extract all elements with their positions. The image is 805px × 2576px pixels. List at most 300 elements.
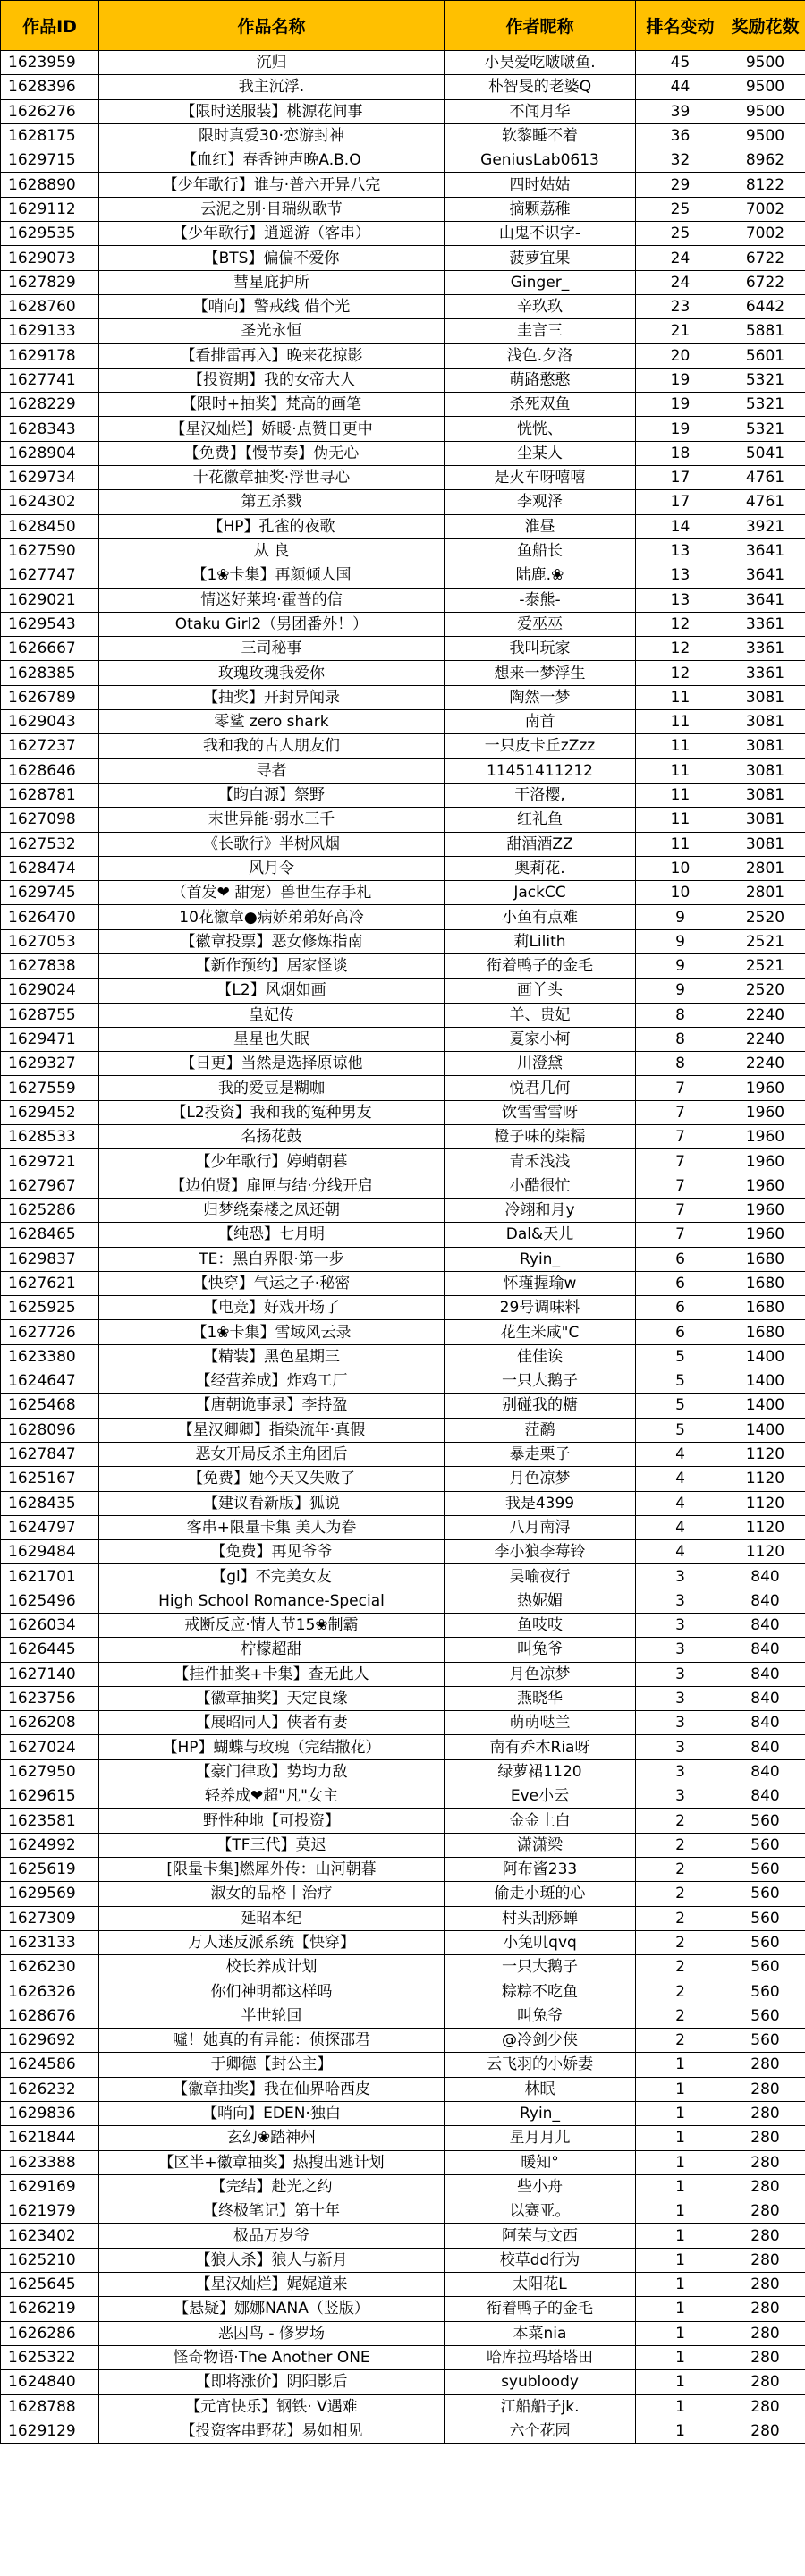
- work-id-cell: 1628385: [1, 661, 99, 685]
- work-id-cell: 1624586: [1, 2053, 99, 2077]
- reward-cell: 7002: [725, 197, 805, 221]
- table-row: [1, 808, 805, 832]
- author-cell: 一只皮卡丘zZzz: [445, 734, 636, 758]
- work-name-cell: 延昭本纪: [99, 1906, 445, 1930]
- work-name-cell: 校长养成计划: [99, 1955, 445, 1979]
- author-cell: 橙子味的柒糯: [445, 1125, 636, 1149]
- table-row: [1, 1174, 805, 1198]
- work-id-cell: 1629535: [1, 222, 99, 246]
- rank-change-cell: 7: [636, 1198, 725, 1222]
- author-cell: 林眠: [445, 2077, 636, 2101]
- work-name-cell: 【完结】赴光之约: [99, 2174, 445, 2199]
- reward-cell: 2240: [725, 1052, 805, 1076]
- rank-change-cell: 7: [636, 1125, 725, 1149]
- reward-cell: 3361: [725, 661, 805, 685]
- header-row: [1, 1, 805, 51]
- work-id-cell: 1625645: [1, 2273, 99, 2297]
- table-row: [1, 734, 805, 758]
- work-id-cell: 1628676: [1, 2004, 99, 2028]
- table-row: [1, 417, 805, 441]
- work-name-cell: 【少年歌行】婷蛸朝暮: [99, 1149, 445, 1174]
- reward-cell: 1120: [725, 1442, 805, 1466]
- author-cell: 偷走小斑的心: [445, 1882, 636, 1906]
- work-name-cell: 末世异能·弱水三千: [99, 808, 445, 832]
- table-row: [1, 1491, 805, 1515]
- work-id-cell: 1625286: [1, 1198, 99, 1222]
- work-name-cell: 沉归: [99, 51, 445, 75]
- work-name-cell: 于卿德【封公主】: [99, 2053, 445, 2077]
- reward-cell: 280: [725, 2126, 805, 2150]
- author-cell: 八月南浔: [445, 1515, 636, 1539]
- author-cell: 南首: [445, 710, 636, 734]
- reward-cell: 560: [725, 1955, 805, 1979]
- rank-change-cell: 2: [636, 1955, 725, 1979]
- reward-cell: 1960: [725, 1223, 805, 1247]
- reward-cell: 280: [725, 2394, 805, 2419]
- work-name-cell: 【哨向】EDEN·独白: [99, 2101, 445, 2125]
- rank-change-cell: 11: [636, 710, 725, 734]
- table-row: [1, 564, 805, 588]
- work-id-cell: 1625322: [1, 2345, 99, 2369]
- table-row: [1, 832, 805, 856]
- work-id-cell: 1627741: [1, 368, 99, 392]
- work-name-cell: 【精装】黑色星期三: [99, 1344, 445, 1368]
- rank-change-cell: 2: [636, 2029, 725, 2053]
- work-id-cell: 1629569: [1, 1882, 99, 1906]
- reward-cell: 4761: [725, 466, 805, 490]
- table-row: [1, 1662, 805, 1686]
- rank-change-cell: 11: [636, 734, 725, 758]
- table-row: [1, 685, 805, 709]
- work-id-cell: 1625619: [1, 1857, 99, 1881]
- reward-cell: 1680: [725, 1271, 805, 1295]
- table-row: [1, 1247, 805, 1271]
- author-cell: 画丫头: [445, 979, 636, 1003]
- table-row: [1, 2150, 805, 2174]
- work-name-cell: 【悬疑】娜娜NANA（竖版）: [99, 2297, 445, 2321]
- rank-change-cell: 2: [636, 1930, 725, 1954]
- table-row: [1, 1857, 805, 1881]
- table-row: [1, 1564, 805, 1589]
- rank-change-cell: 13: [636, 564, 725, 588]
- work-id-cell: 1629021: [1, 588, 99, 612]
- reward-cell: 6722: [725, 246, 805, 270]
- table-row: [1, 197, 805, 221]
- rank-change-cell: 39: [636, 99, 725, 123]
- table-row: [1, 222, 805, 246]
- author-cell: 饮雪雪雪呀: [445, 1100, 636, 1124]
- table-row: [1, 1296, 805, 1320]
- work-id-cell: 1629452: [1, 1100, 99, 1124]
- work-id-cell: 1629073: [1, 246, 99, 270]
- table-row: [1, 368, 805, 392]
- reward-cell: 3081: [725, 808, 805, 832]
- reward-cell: 5321: [725, 417, 805, 441]
- work-id-cell: 1627838: [1, 953, 99, 978]
- work-id-cell: 1623581: [1, 1809, 99, 1833]
- work-id-cell: 1629133: [1, 319, 99, 343]
- rank-change-cell: 12: [636, 612, 725, 636]
- reward-cell: 2801: [725, 881, 805, 905]
- reward-cell: 8962: [725, 148, 805, 173]
- rank-change-cell: 13: [636, 538, 725, 563]
- table-row: [1, 2273, 805, 2297]
- work-id-cell: 1627747: [1, 564, 99, 588]
- rank-change-cell: 19: [636, 368, 725, 392]
- reward-cell: 3081: [725, 710, 805, 734]
- table-row: [1, 1149, 805, 1174]
- work-name-cell: 半世轮回: [99, 2004, 445, 2028]
- rank-change-cell: 3: [636, 1759, 725, 1784]
- author-cell: 我叫玩家: [445, 637, 636, 661]
- header-rank-change: 排名变动: [636, 1, 725, 51]
- reward-cell: 560: [725, 1906, 805, 1930]
- table-row: [1, 710, 805, 734]
- author-cell: 想来一梦浮生: [445, 661, 636, 685]
- author-cell: 陶然一梦: [445, 685, 636, 709]
- work-name-cell: 【电竞】好戏开场了: [99, 1296, 445, 1320]
- work-id-cell: 1626208: [1, 1711, 99, 1735]
- work-id-cell: 1623388: [1, 2150, 99, 2174]
- work-id-cell: 1624797: [1, 1515, 99, 1539]
- work-id-cell: 1627559: [1, 1076, 99, 1100]
- table-row: [1, 1833, 805, 1857]
- rank-change-cell: 1: [636, 2224, 725, 2248]
- table-row: [1, 1271, 805, 1295]
- rank-change-cell: 1: [636, 2248, 725, 2272]
- author-cell: 些小舟: [445, 2174, 636, 2199]
- work-name-cell: 【徽章抽奖】我在仙界哈西皮: [99, 2077, 445, 2101]
- rank-change-cell: 4: [636, 1540, 725, 1564]
- table-row: [1, 2297, 805, 2321]
- work-id-cell: 1628175: [1, 123, 99, 148]
- work-name-cell: 【星汉灿烂】娇暖·点赞日更中: [99, 417, 445, 441]
- reward-cell: 840: [725, 1614, 805, 1638]
- reward-cell: 3361: [725, 612, 805, 636]
- reward-cell: 1680: [725, 1247, 805, 1271]
- work-name-cell: 限时真爱30·恋游封神: [99, 123, 445, 148]
- work-id-cell: 1628788: [1, 2394, 99, 2419]
- work-name-cell: 客串+限量卡集 美人为眷: [99, 1515, 445, 1539]
- work-id-cell: 1628533: [1, 1125, 99, 1149]
- author-cell: 29号调味料: [445, 1296, 636, 1320]
- author-cell: 暖知°: [445, 2150, 636, 2174]
- table-row: [1, 1125, 805, 1149]
- work-id-cell: 1629112: [1, 197, 99, 221]
- work-id-cell: 1629327: [1, 1052, 99, 1076]
- author-cell: 暴走栗子: [445, 1442, 636, 1466]
- rank-change-cell: 8: [636, 1027, 725, 1051]
- work-name-cell: 玄幻❀踏神州: [99, 2126, 445, 2150]
- rank-change-cell: 7: [636, 1174, 725, 1198]
- work-id-cell: 1627621: [1, 1271, 99, 1295]
- work-id-cell: 1625468: [1, 1394, 99, 1418]
- author-cell: 李小狼李莓铃: [445, 1540, 636, 1564]
- rank-change-cell: 23: [636, 294, 725, 318]
- rank-change-cell: 3: [636, 1662, 725, 1686]
- reward-cell: 9500: [725, 51, 805, 75]
- reward-cell: 560: [725, 1833, 805, 1857]
- rank-change-cell: 17: [636, 466, 725, 490]
- work-name-cell: （首发❤ 甜宠）兽世生存手札: [99, 881, 445, 905]
- author-cell: 小鱼有点难: [445, 905, 636, 929]
- work-name-cell: TE：黑白界限·第一步: [99, 1247, 445, 1271]
- author-cell: 浅色.夕洛: [445, 343, 636, 368]
- author-cell: 衔着鸭子的金毛: [445, 2297, 636, 2321]
- author-cell: 山鬼不识字-: [445, 222, 636, 246]
- work-name-cell: 【快穿】气运之子·秘密: [99, 1271, 445, 1295]
- reward-cell: 560: [725, 1979, 805, 2004]
- work-name-cell: 我主沉浮.: [99, 75, 445, 99]
- rank-change-cell: 2: [636, 2004, 725, 2028]
- reward-cell: 840: [725, 1662, 805, 1686]
- reward-cell: 2521: [725, 953, 805, 978]
- rank-change-cell: 2: [636, 1833, 725, 1857]
- work-id-cell: 1627950: [1, 1759, 99, 1784]
- work-id-cell: 1625210: [1, 2248, 99, 2272]
- rank-change-cell: 12: [636, 661, 725, 685]
- work-name-cell: 我的爱豆是糊咖: [99, 1076, 445, 1100]
- work-name-cell: 从 良: [99, 538, 445, 563]
- work-id-cell: 1629837: [1, 1247, 99, 1271]
- reward-cell: 3081: [725, 832, 805, 856]
- table-row: [1, 1638, 805, 1662]
- rank-change-cell: 11: [636, 808, 725, 832]
- work-name-cell: 【HP】孔雀的夜歌: [99, 514, 445, 538]
- work-id-cell: 1628435: [1, 1491, 99, 1515]
- work-name-cell: 【展昭同人】侠者有妻: [99, 1711, 445, 1735]
- author-cell: 干洛樱,: [445, 783, 636, 807]
- work-name-cell: 【星汉灿烂】娓娓道来: [99, 2273, 445, 2297]
- reward-cell: 560: [725, 2029, 805, 2053]
- author-cell: 茳鹬: [445, 1418, 636, 1442]
- table-row: [1, 294, 805, 318]
- work-name-cell: 【新作预约】居家怪谈: [99, 953, 445, 978]
- author-cell: 摘颗荔稚: [445, 197, 636, 221]
- rank-change-cell: 1: [636, 2345, 725, 2369]
- rank-change-cell: 7: [636, 1223, 725, 1247]
- work-name-cell: 【经营养成】炸鸡工厂: [99, 1369, 445, 1394]
- table-row: [1, 343, 805, 368]
- table-row: [1, 1882, 805, 1906]
- table-row: [1, 1955, 805, 1979]
- author-cell: 叫兔爷: [445, 1638, 636, 1662]
- work-name-cell: [限量卡集]燃犀外传：山河朝暮: [99, 1857, 445, 1881]
- work-id-cell: 1628474: [1, 856, 99, 880]
- work-id-cell: 1627829: [1, 270, 99, 294]
- reward-cell: 7002: [725, 222, 805, 246]
- table-row: [1, 1735, 805, 1759]
- work-name-cell: 【唐朝诡事录】李持盈: [99, 1394, 445, 1418]
- table-row: [1, 2029, 805, 2053]
- table-row: [1, 1540, 805, 1564]
- work-id-cell: 1628229: [1, 393, 99, 417]
- work-name-cell: 【日更】当然是选择原谅他: [99, 1052, 445, 1076]
- author-cell: 奥莉花.: [445, 856, 636, 880]
- work-id-cell: 1629715: [1, 148, 99, 173]
- rank-change-cell: 9: [636, 953, 725, 978]
- reward-cell: 9500: [725, 99, 805, 123]
- reward-cell: 1400: [725, 1418, 805, 1442]
- work-name-cell: 【gl】不完美女友: [99, 1564, 445, 1589]
- author-cell: 杀死双鱼: [445, 393, 636, 417]
- rank-change-cell: 11: [636, 685, 725, 709]
- table-row: [1, 393, 805, 417]
- author-cell: Ryin_: [445, 1247, 636, 1271]
- work-name-cell: Otaku Girl2（男团番外！）: [99, 612, 445, 636]
- rank-change-cell: 7: [636, 1076, 725, 1100]
- author-cell: 尘某人: [445, 441, 636, 465]
- work-id-cell: 1629043: [1, 710, 99, 734]
- table-row: [1, 1759, 805, 1784]
- work-name-cell: 【抽奖】开封异闻录: [99, 685, 445, 709]
- rank-change-cell: 6: [636, 1320, 725, 1344]
- work-name-cell: 【建议看新版】狐说: [99, 1491, 445, 1515]
- work-id-cell: 1621979: [1, 2199, 99, 2224]
- rank-change-cell: 9: [636, 979, 725, 1003]
- reward-cell: 840: [725, 1638, 805, 1662]
- rank-change-cell: 3: [636, 1686, 725, 1710]
- rank-change-cell: 3: [636, 1711, 725, 1735]
- author-cell: 悦君几何: [445, 1076, 636, 1100]
- rank-change-cell: 1: [636, 2370, 725, 2394]
- header-author: 作者昵称: [445, 1, 636, 51]
- rank-change-cell: 1: [636, 2150, 725, 2174]
- table-row: [1, 758, 805, 783]
- rank-change-cell: 25: [636, 222, 725, 246]
- author-cell: Ginger_: [445, 270, 636, 294]
- work-id-cell: 1629484: [1, 1540, 99, 1564]
- reward-cell: 1960: [725, 1174, 805, 1198]
- work-id-cell: 1624992: [1, 1833, 99, 1857]
- author-cell: 不闻月华: [445, 99, 636, 123]
- rank-change-cell: 8: [636, 1052, 725, 1076]
- table-row: [1, 2224, 805, 2248]
- rank-change-cell: 32: [636, 148, 725, 173]
- reward-cell: 5321: [725, 393, 805, 417]
- work-id-cell: 1628096: [1, 1418, 99, 1442]
- rank-change-cell: 14: [636, 514, 725, 538]
- work-id-cell: 1627590: [1, 538, 99, 563]
- work-id-cell: 1629734: [1, 466, 99, 490]
- work-name-cell: 归梦绕秦楼之凤还朝: [99, 1198, 445, 1222]
- reward-cell: 1400: [725, 1344, 805, 1368]
- table-row: [1, 2345, 805, 2369]
- author-cell: 青禾浅浅: [445, 1149, 636, 1174]
- rank-change-cell: 1: [636, 2297, 725, 2321]
- work-name-cell: 零鲨 zero shark: [99, 710, 445, 734]
- work-name-cell: 云泥之别·目瑞纵歌节: [99, 197, 445, 221]
- work-name-cell: 三司秘事: [99, 637, 445, 661]
- author-cell: 11451411212: [445, 758, 636, 783]
- work-name-cell: 【血红】春香钟声晚A.B.O: [99, 148, 445, 173]
- work-id-cell: 1628781: [1, 783, 99, 807]
- table-row: [1, 1614, 805, 1638]
- reward-cell: 560: [725, 1857, 805, 1881]
- author-cell: 小昊爱吃啵啵鱼.: [445, 51, 636, 75]
- work-name-cell: 【徽章投票】恶女修炼指南: [99, 929, 445, 953]
- reward-cell: 1960: [725, 1076, 805, 1100]
- work-name-cell: 【1❀卡集】再颜倾人国: [99, 564, 445, 588]
- reward-cell: 1680: [725, 1320, 805, 1344]
- reward-cell: 1400: [725, 1394, 805, 1418]
- reward-cell: 280: [725, 2297, 805, 2321]
- table-row: [1, 905, 805, 929]
- table-row: [1, 1223, 805, 1247]
- table-row: [1, 270, 805, 294]
- work-name-cell: 【BTS】偏偏不爱你: [99, 246, 445, 270]
- rank-change-cell: 18: [636, 441, 725, 465]
- work-name-cell: 10花徽章●病娇弟弟好高冷: [99, 905, 445, 929]
- work-name-cell: 【边伯贤】扉匣与结·分线开启: [99, 1174, 445, 1198]
- rank-change-cell: 24: [636, 270, 725, 294]
- author-cell: 绿萝裙1120: [445, 1759, 636, 1784]
- table-row: [1, 1442, 805, 1466]
- rank-change-cell: 2: [636, 1857, 725, 1881]
- reward-cell: 280: [725, 2370, 805, 2394]
- reward-cell: 4761: [725, 490, 805, 514]
- work-id-cell: 1629543: [1, 612, 99, 636]
- rank-change-cell: 1: [636, 2321, 725, 2345]
- author-cell: 冷翊和月y: [445, 1198, 636, 1222]
- rank-change-cell: 6: [636, 1247, 725, 1271]
- table-row: [1, 246, 805, 270]
- reward-cell: 2240: [725, 1027, 805, 1051]
- author-cell: 小酷很忙: [445, 1174, 636, 1198]
- work-id-cell: 1627532: [1, 832, 99, 856]
- work-name-cell: 【徽章抽奖】天定良缘: [99, 1686, 445, 1710]
- header-name: 作品名称: [99, 1, 445, 51]
- reward-cell: 1120: [725, 1491, 805, 1515]
- table-row: [1, 881, 805, 905]
- rank-change-cell: 1: [636, 2199, 725, 2224]
- reward-cell: 280: [725, 2273, 805, 2297]
- table-row: [1, 929, 805, 953]
- rank-change-cell: 9: [636, 905, 725, 929]
- reward-cell: 1680: [725, 1296, 805, 1320]
- table-body: [1, 51, 805, 2444]
- work-name-cell: 【限时+抽奖】梵高的画笔: [99, 393, 445, 417]
- reward-cell: 2240: [725, 1003, 805, 1027]
- author-cell: 一只大鹅子: [445, 1369, 636, 1394]
- reward-cell: 6722: [725, 270, 805, 294]
- table-row: [1, 1686, 805, 1710]
- reward-cell: 280: [725, 2224, 805, 2248]
- table-row: [1, 1052, 805, 1076]
- work-name-cell: 【终极笔记】第十年: [99, 2199, 445, 2224]
- work-id-cell: 1626276: [1, 99, 99, 123]
- work-id-cell: 1627053: [1, 929, 99, 953]
- work-name-cell: 【免费】【慢节奏】伪无心: [99, 441, 445, 465]
- reward-cell: 560: [725, 1809, 805, 1833]
- rank-change-cell: 2: [636, 1809, 725, 1833]
- work-name-cell: 你们神明都这样吗: [99, 1979, 445, 2004]
- work-name-cell: 戒断反应·情人节15❀制霸: [99, 1614, 445, 1638]
- rank-change-cell: 7: [636, 1100, 725, 1124]
- table-row: [1, 2321, 805, 2345]
- reward-cell: 840: [725, 1735, 805, 1759]
- work-id-cell: 1626326: [1, 1979, 99, 2004]
- work-name-cell: 【星汉卿卿】指染流年·真假: [99, 1418, 445, 1442]
- rank-change-cell: 12: [636, 637, 725, 661]
- rank-change-cell: 4: [636, 1515, 725, 1539]
- work-name-cell: 【昀白源】祭野: [99, 783, 445, 807]
- work-name-cell: 圣光永恒: [99, 319, 445, 343]
- rank-change-cell: 19: [636, 393, 725, 417]
- reward-cell: 280: [725, 2077, 805, 2101]
- reward-cell: 560: [725, 2004, 805, 2028]
- work-id-cell: 1629692: [1, 2029, 99, 2053]
